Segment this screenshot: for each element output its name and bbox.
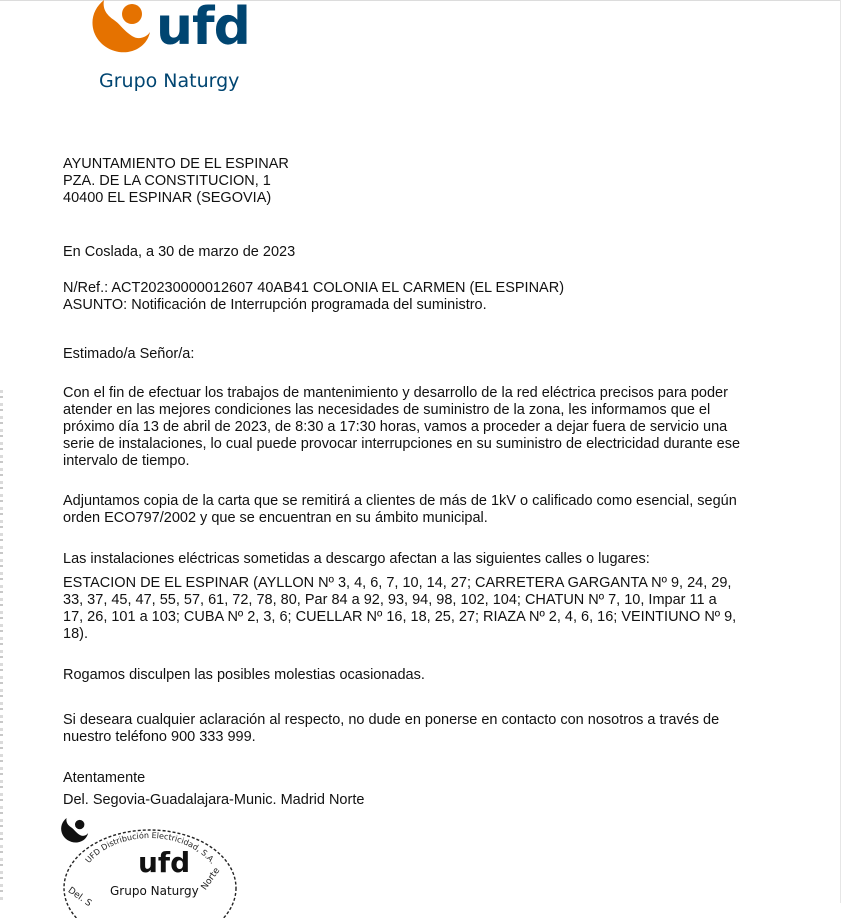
- salutation-text: Estimado/a Señor/a:: [63, 346, 195, 362]
- subject-line: ASUNTO: Notificación de Interrupción programada del suministro.: [63, 297, 487, 313]
- paragraph-line: orden ECO797/2002 y que se encuentran en su ámbito municipal.: [63, 510, 488, 526]
- paragraph-line: Las instalaciones eléctricas sometidas a descargo afectan a las siguientes calles o lugares:: [63, 551, 650, 567]
- logo-subtitle: Grupo Naturgy: [99, 70, 240, 92]
- paragraph-line: nuestro teléfono 900 333 999.: [63, 729, 256, 745]
- reference-number: N/Ref.: ACT20230000012607 40AB41 COLONIA EL CARMEN (EL ESPINAR): [63, 280, 565, 296]
- closing-greeting: Atentamente: [63, 770, 146, 786]
- contact-paragraph: [63, 712, 813, 746]
- date-text: En Coslada, a 30 de marzo de 2023: [63, 244, 296, 260]
- stamp-arc-text: UFD Distribución Electricidad, S.A.: [83, 830, 218, 866]
- paragraph-line: Adjuntamos copia de la carta que se remitirá a clientes de más de 1kV o calificado como esencial, según: [63, 493, 737, 509]
- affected-installations-intro: [63, 551, 813, 568]
- stamp-logo-mark-icon: [60, 818, 90, 848]
- date-line: [63, 244, 813, 261]
- paragraph-line: atender en las mejores condiciones las necesidades de suministro de la zona, les informamos que el: [63, 402, 711, 418]
- paragraph-attachment: [63, 493, 813, 527]
- ufd-logo: [90, 0, 270, 100]
- stamp-subtitle: Grupo Naturgy: [110, 884, 199, 898]
- recipient-line: AYUNTAMIENTO DE EL ESPINAR: [63, 156, 289, 172]
- reference-block: [63, 280, 813, 314]
- paragraph-line: serie de instalaciones, lo cual puede provocar interrupciones en su suministro de electricidad durante ese: [63, 436, 741, 452]
- streets-line: ESTACION DE EL ESPINAR (AYLLON Nº 3, 4, 6, 7, 10, 14, 27; CARRETERA GARGANTA Nº 9, 24, 29,: [63, 575, 732, 591]
- recipient-line: PZA. DE LA CONSTITUCION, 1: [63, 173, 271, 189]
- streets-line: 17, 26, 101 a 103; CUBA Nº 2, 3, 6; CUELLAR Nº 16, 18, 25, 27; RIAZA Nº 2, 4, 6, 16; VEINTIUNO Nº 9,: [63, 609, 737, 625]
- streets-line: 33, 37, 45, 47, 55, 57, 61, 72, 78, 80, Par 84 a 92, 93, 94, 98, 102, 104; CHATUN Nº 7, 10, Impar 11 a: [63, 592, 717, 608]
- signer-name: Del. Segovia-Guadalajara-Munic. Madrid Norte: [63, 792, 365, 808]
- company-stamp: [60, 818, 240, 918]
- affected-streets-list: [63, 575, 813, 643]
- margin-vertical-text: [0, 390, 3, 900]
- stamp-wordmark: ufd: [138, 846, 191, 879]
- paragraph-line: Rogamos disculpen las posibles molestias ocasionadas.: [63, 667, 425, 683]
- closing-block: [63, 770, 813, 809]
- paragraph-line: intervalo de tiempo.: [63, 453, 190, 469]
- ufd-logo-mark-icon: [90, 0, 154, 64]
- paragraph-maintenance: [63, 385, 813, 470]
- salutation: [63, 346, 813, 363]
- paragraph-line: próximo día 13 de abril de 2023, de 8:30 a 17:30 horas, vamos a proceder a dejar fuera de servicio una: [63, 419, 728, 435]
- stamp-left-text: Del. S: [65, 885, 94, 910]
- recipient-address: [63, 156, 813, 207]
- recipient-line: 40400 EL ESPINAR (SEGOVIA): [63, 190, 272, 206]
- paragraph-line: Con el fin de efectuar los trabajos de mantenimiento y desarrollo de la red eléctrica precisos para poder: [63, 385, 728, 401]
- stamp-right-text: Norte: [199, 866, 223, 893]
- paragraph-line: Si deseara cualquier aclaración al respecto, no dude en ponerse en contacto con nosotros a través de: [63, 712, 720, 728]
- streets-line: 18).: [63, 626, 88, 642]
- logo-wordmark: ufd: [156, 0, 250, 57]
- apology-paragraph: [63, 667, 813, 684]
